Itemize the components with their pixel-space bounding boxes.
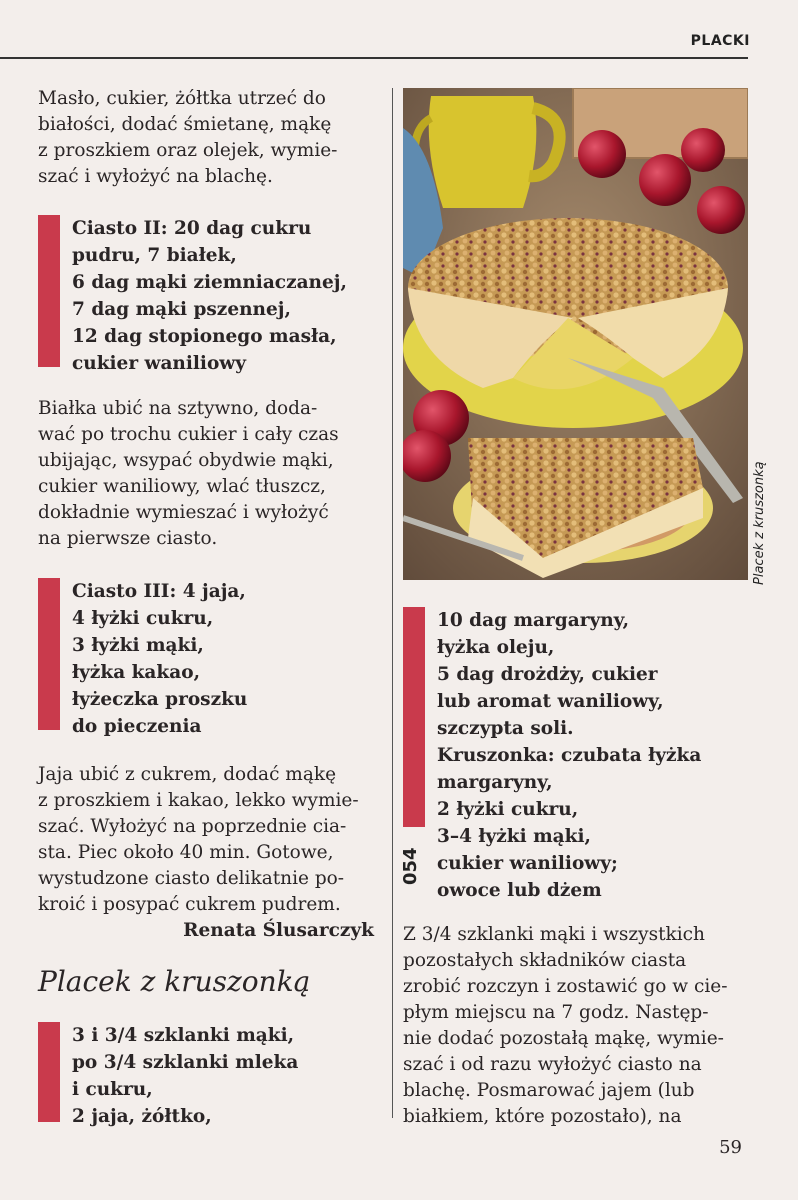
text-line: wystudzone ciasto delikatnie po- — [38, 868, 345, 889]
page-number: 59 — [719, 1137, 742, 1158]
text-line: szać. Wyłożyć na poprzednie cia- — [38, 816, 347, 837]
cake-photo — [403, 88, 748, 580]
text-line: nie dodać pozostałą mąkę, wymie- — [403, 1028, 724, 1049]
text-line: białkiem, które pozostało), na — [403, 1106, 682, 1127]
text-line: kroić i posypać cukrem pudrem. — [38, 894, 341, 915]
ingredient-line: i cukru, — [72, 1079, 153, 1100]
instructions-paragraph-4 — [403, 922, 771, 1130]
ingredient-line: do pieczenia — [72, 716, 202, 737]
instructions-paragraph-3 — [38, 762, 378, 918]
text-line: Masło, cukier, żółtka utrzeć do — [38, 88, 326, 109]
ingredient-line: 3 łyżki mąki, — [72, 635, 204, 656]
ingredient-line: po 3/4 szklanki mleka — [72, 1052, 299, 1073]
ingredient-line: łyżeczka proszku — [72, 689, 248, 710]
text-line: sta. Piec około 40 min. Gotowe, — [38, 842, 334, 863]
ingredients-ciasto-3 — [38, 578, 383, 737]
text-line: szać i od razu wyłożyć ciasto na — [403, 1054, 702, 1075]
text-line: blachę. Posmarować jajem (lub — [403, 1080, 695, 1101]
text-line: z proszkiem oraz olejek, wymie- — [38, 140, 338, 161]
ingredients-ciasto-2 — [38, 215, 383, 374]
ingredient-line: 7 dag mąki pszennej, — [72, 299, 291, 320]
text-line: cukier waniliowy, wlać tłuszcz, — [38, 476, 326, 497]
ingredient-line: margaryny, — [437, 772, 553, 793]
text-line: ubijając, wsypać obydwie mąki, — [38, 450, 334, 471]
text-line: wać po trochu cukier i cały czas — [38, 424, 339, 445]
text-line: Z 3/4 szklanki mąki i wszystkich — [403, 924, 705, 945]
ingredient-line: 12 dag stopionego masła, — [72, 326, 337, 347]
ingredient-line: 10 dag margaryny, — [437, 610, 630, 631]
recipe-title: Placek z kruszonką — [38, 965, 311, 998]
section-header: PLACKI — [690, 33, 750, 49]
ingredients-placek-part-2 — [400, 607, 748, 901]
ingredient-line: Ciasto II: 20 dag cukru — [72, 218, 312, 239]
ingredient-line: 4 łyżki cukru, — [72, 608, 214, 629]
ingredient-line: 2 łyżki cukru, — [437, 799, 579, 820]
accent-bar — [403, 607, 425, 827]
ingredient-line: cukier waniliowy — [72, 353, 246, 374]
text-line: zrobić rozczyn i zostawić go w cie- — [403, 976, 728, 997]
ingredient-line: 2 jaja, żółtko, — [72, 1106, 212, 1127]
ingredient-line: szczypta soli. — [437, 718, 574, 739]
ingredient-line: 5 dag drożdży, cukier — [437, 664, 658, 685]
text-line: płym miejscu na 7 godz. Następ- — [403, 1002, 709, 1023]
column-divider — [392, 88, 393, 1118]
text-line: na pierwsze ciasto. — [38, 528, 218, 549]
text-line: dokładnie wymieszać i wyłożyć — [38, 502, 329, 523]
author-name: Renata Ślusarczyk — [183, 920, 374, 941]
ingredient-line: cukier waniliowy; — [437, 853, 618, 874]
instructions-paragraph-1 — [38, 86, 378, 190]
accent-bar — [38, 215, 60, 367]
ingredient-line: łyżka kakao, — [72, 662, 201, 683]
text-line: białości, dodać śmietanę, mąkę — [38, 114, 332, 135]
ingredient-line: 3–4 łyżki mąki, — [437, 826, 591, 847]
text-line: Białka ubić na sztywno, doda- — [38, 398, 318, 419]
ingredients-placek-part-1 — [38, 1022, 383, 1127]
ingredient-line: 6 dag mąki ziemniaczanej, — [72, 272, 347, 293]
text-line: szać i wyłożyć na blachę. — [38, 166, 273, 187]
ingredient-line: pudru, 7 białek, — [72, 245, 237, 266]
ingredient-line: owoce lub dżem — [437, 880, 602, 901]
accent-bar — [38, 578, 60, 730]
ingredient-line: 3 i 3/4 szklanki mąki, — [72, 1025, 295, 1046]
ingredient-line: Kruszonka: czubata łyżka — [437, 745, 702, 766]
header-rule — [0, 57, 748, 59]
photo-caption: Placek z kruszonką — [752, 461, 767, 585]
ingredient-line: łyżka oleju, — [437, 637, 555, 658]
recipe-code: 054 — [400, 847, 421, 885]
text-line: pozostałych składników ciasta — [403, 950, 687, 971]
accent-bar — [38, 1022, 60, 1122]
ingredient-line: lub aromat waniliowy, — [437, 691, 664, 712]
instructions-paragraph-2 — [38, 396, 378, 552]
text-line: Jaja ubić z cukrem, dodać mąkę — [38, 764, 337, 785]
ingredient-line: Ciasto III: 4 jaja, — [72, 581, 246, 602]
text-line: z proszkiem i kakao, lekko wymie- — [38, 790, 359, 811]
